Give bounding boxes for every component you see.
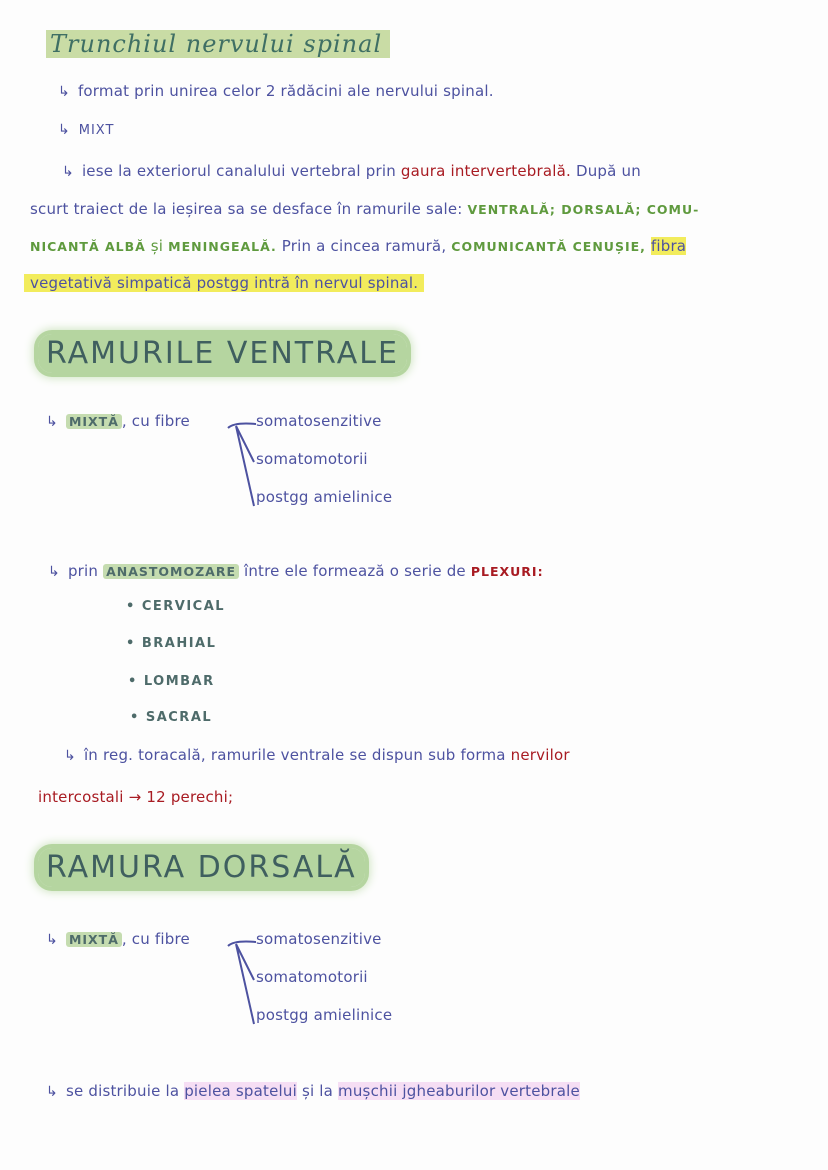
arrow-icon: ↳ — [58, 84, 70, 100]
para-text: Prin a cincea ramură, — [281, 237, 447, 255]
arrow-icon: ↳ — [46, 932, 58, 948]
section-heading-ventral: RAMURILE VENTRALE — [38, 334, 407, 373]
mixta-badge: MIXTĂ — [66, 932, 122, 947]
pielea-spatelui: pielea spatelui — [184, 1082, 297, 1100]
fiber-type: somatosenzitive — [256, 930, 382, 948]
cu-fibre-text: , cu fibre — [121, 930, 190, 948]
arrow-icon: ↳ — [46, 1084, 58, 1100]
distribuie-line — [46, 1082, 580, 1100]
mixta-badge: MIXTĂ — [66, 414, 122, 429]
plexus-item: • SACRAL — [130, 710, 213, 725]
arrow-icon: ↳ — [46, 414, 58, 430]
para-text: și la — [301, 1082, 334, 1100]
arrow-icon: ↳ — [62, 164, 74, 180]
ventral-mixta-line — [46, 412, 190, 430]
para-text: iese la exteriorul canalului vertebral prin — [81, 162, 396, 180]
gaura-intervertebrala: gaura intervertebrală. — [400, 162, 571, 180]
dorsal-heading-wrap — [38, 850, 365, 885]
ramura-comunicanta-cenusie: COMUNICANTĂ CENUȘIE, — [451, 239, 646, 254]
cu-fibre-text: , cu fibre — [121, 412, 190, 430]
intro-text-1: format prin unirea celor 2 rădăcini ale nervului spinal. — [77, 82, 494, 100]
para-text: se distribuie la — [65, 1082, 180, 1100]
fiber-type: somatomotorii — [256, 450, 368, 468]
ramura-meningeala: MENINGEALĂ. — [168, 239, 277, 254]
para-text: scurt traiect de la ieșirea sa se desface în ramurile sale: — [30, 200, 463, 218]
page-title-wrap — [46, 30, 390, 58]
toracic-line — [64, 746, 570, 764]
plexus-sacral: SACRAL — [145, 710, 213, 725]
ventral-heading-wrap — [38, 336, 407, 371]
plexus-item: • LOMBAR — [128, 674, 215, 689]
plexus-item: • CERVICAL — [126, 599, 226, 614]
highlight-fibra-cont: vegetativă simpatică postgg intră în nervul spinal. — [24, 274, 424, 292]
plexus-lombar: LOMBAR — [143, 674, 215, 689]
fiber-type: postgg amielinice — [256, 1006, 393, 1024]
intro-para-line-3 — [30, 237, 686, 255]
intro-mixt: MIXT — [78, 123, 115, 138]
fiber-type: somatosenzitive — [256, 412, 382, 430]
intercostali-line: intercostali → 12 perechi; — [38, 788, 234, 806]
arrow-icon: ↳ — [48, 564, 60, 580]
arrow-icon: ↳ — [58, 122, 71, 138]
arrow-icon: ↳ — [64, 748, 76, 764]
fiber-type: somatomotorii — [256, 968, 368, 986]
plexus-brahial: BRAHIAL — [141, 636, 217, 651]
intro-line-2 — [58, 122, 114, 138]
intro-para-line-4 — [24, 274, 424, 292]
highlight-fibra: fibra — [650, 237, 687, 255]
nervi-intercostali: nervilor — [510, 746, 570, 764]
intro-para-line-1 — [62, 162, 641, 180]
page-title: Trunchiul nervului spinal — [46, 30, 390, 58]
ramuri-list: VENTRALĂ; DORSALĂ; COMU- — [467, 202, 700, 217]
plexus-item: • BRAHIAL — [126, 636, 217, 651]
anastomozare-line — [48, 562, 544, 580]
muschii-jgheaburilor: mușchii jgheaburilor vertebrale — [338, 1082, 580, 1100]
dorsal-mixta-line — [46, 930, 190, 948]
para-text: prin — [67, 562, 99, 580]
anastomozare-badge: ANASTOMOZARE — [103, 564, 239, 579]
ramura-comunicanta-alba: NICANTĂ ALBĂ — [30, 239, 146, 254]
intro-para-line-2 — [30, 200, 699, 218]
fiber-type: postgg amielinice — [256, 488, 393, 506]
plexus-cervical: CERVICAL — [141, 599, 226, 614]
para-text: și — [150, 237, 164, 255]
intro-line-1 — [58, 82, 494, 100]
section-heading-dorsal: RAMURA DORSALĂ — [38, 848, 365, 887]
plexuri-label: PLEXURI: — [470, 564, 544, 579]
para-text: După un — [575, 162, 641, 180]
para-text: între ele formează o serie de — [243, 562, 466, 580]
para-text: în reg. toracală, ramurile ventrale se dispun sub forma — [83, 746, 506, 764]
